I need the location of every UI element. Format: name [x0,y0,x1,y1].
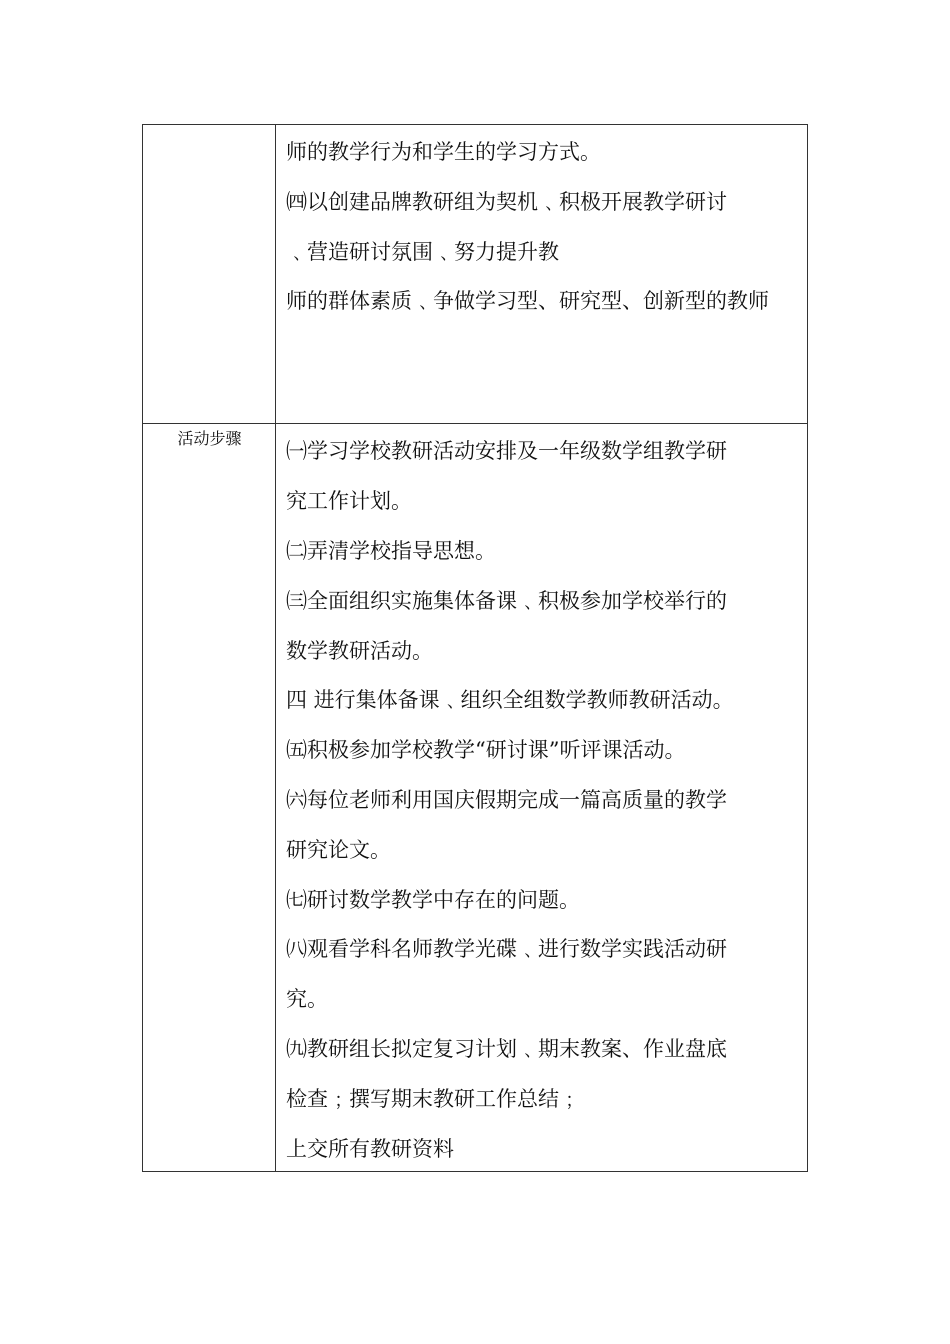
row-label-cell [143,125,276,423]
content-line: 研究论文。 [286,838,391,862]
row-content-cell [276,424,807,1171]
content-line: 数学教研活动。 [286,639,433,663]
row-label-activity-steps: 活动步骤 [177,429,242,448]
content-line: ㈢全面组织实施集体备课﹑积极参加学校举行的 [286,589,727,613]
content-line: ㈥每位老师利用国庆假期完成一篇高质量的教学 [286,788,727,812]
row-label-cell [143,424,276,1171]
content-line: 师的群体素质﹑争做学习型、研究型、创新型的教师 [286,289,769,313]
content-line: 四 进行集体备课﹑组织全组数学教师教研活动。 [286,688,734,712]
table-row [143,125,807,424]
content-line: ㈡弄清学校指导思想。 [286,539,496,563]
content-line: ㈧观看学科名师教学光碟﹑进行数学实践活动研 [286,937,727,961]
content-line: ﹑营造研讨氛围﹑努力提升教 [286,240,559,264]
document-table [142,124,808,1172]
row-content-cell [276,125,807,423]
content-line: ㈠学习学校教研活动安排及一年级数学组教学研 [286,439,727,463]
content-line: ㈨教研组长拟定复习计划﹑期末教案、作业盘底 [286,1037,727,1061]
content-line: ㈤积极参加学校教学“研讨课”听评课活动。 [286,738,686,762]
content-line: ㈣以创建品牌教研组为契机﹑积极开展教学研讨 [286,190,727,214]
content-line: 究。 [286,987,328,1011]
content-line: 检查﹔撰写期末教研工作总结﹔ [286,1087,580,1111]
content-line: 究工作计划。 [286,489,412,513]
content-line: ㈦研讨数学教学中存在的问题。 [286,888,580,912]
content-line: 师的教学行为和学生的学习方式。 [286,140,601,164]
table-row [143,424,807,1171]
content-line: 上交所有教研资料 [286,1137,454,1161]
